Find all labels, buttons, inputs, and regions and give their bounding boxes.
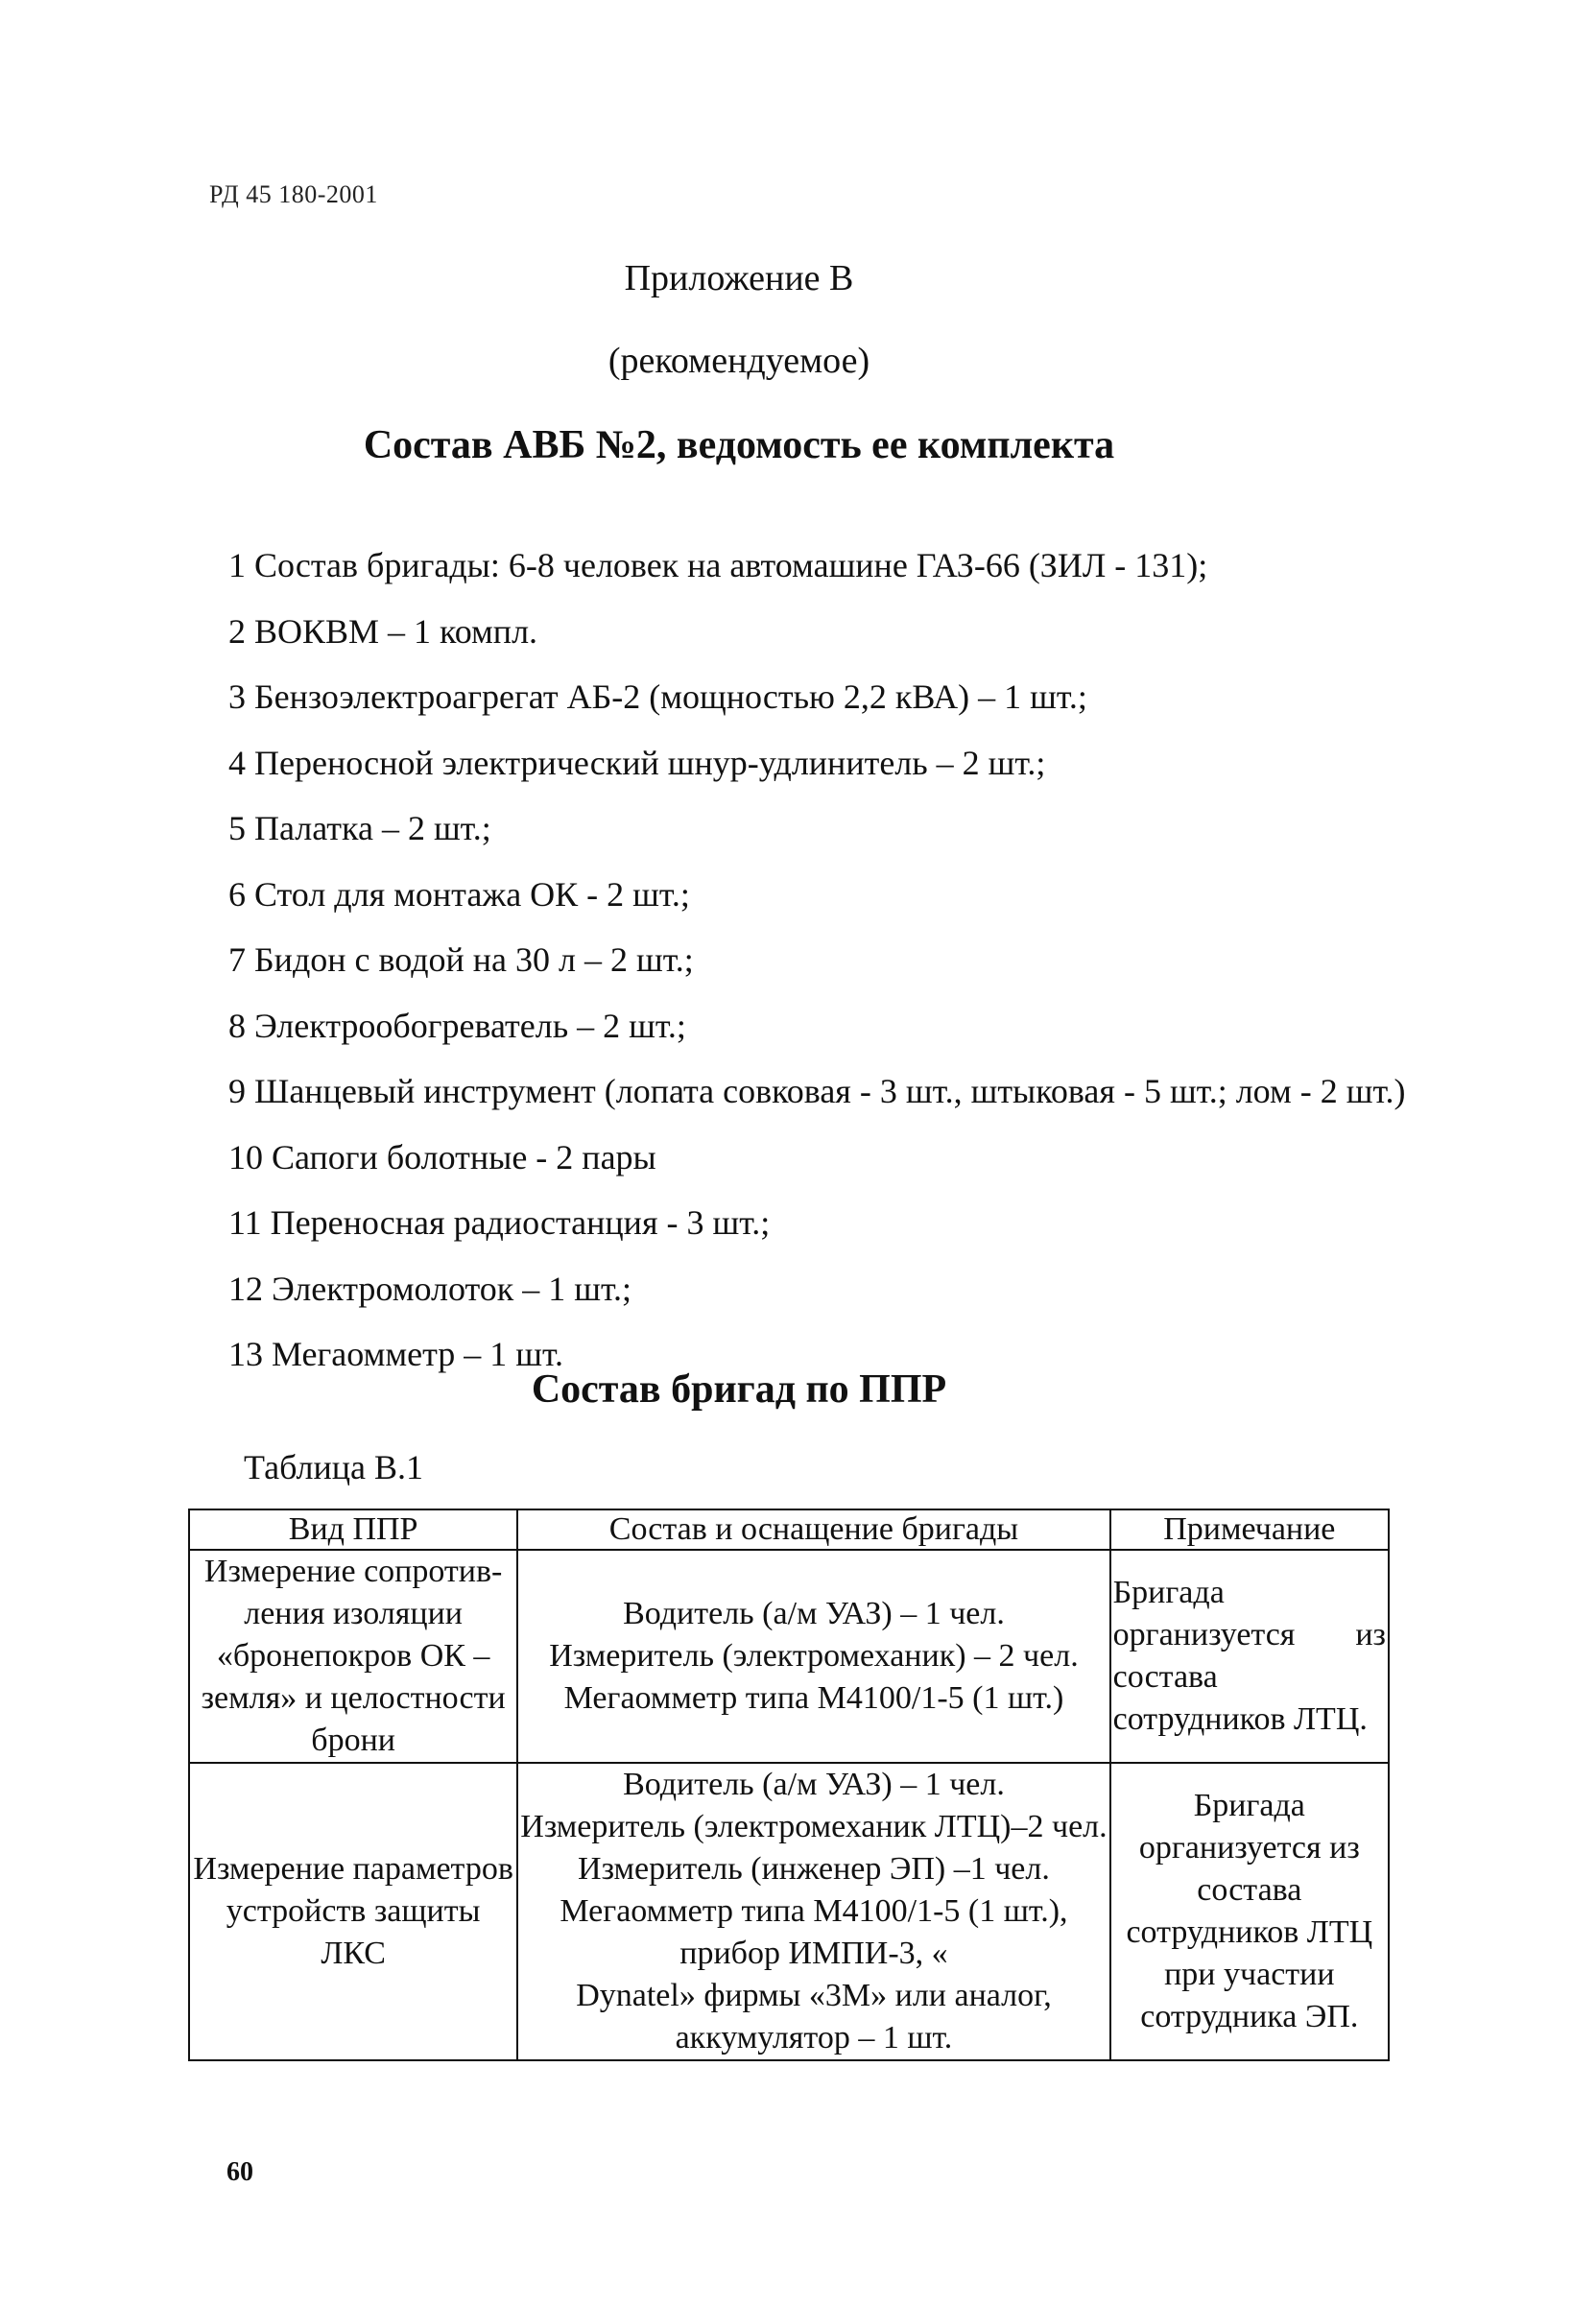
cell-text: сотрудников ЛТЦ	[1126, 1914, 1373, 1950]
cell-text: Мегаомметр типа М4100/1-5 (1 шт.)	[563, 1680, 1064, 1716]
list-item: 13 Мегаомметр – 1 шт.	[228, 1335, 564, 1373]
cell-text: сотрудников ЛТЦ.	[1112, 1701, 1368, 1737]
main-title: Состав АВБ №2, ведомость ее комплекта	[363, 423, 1115, 467]
list-item: 9 Шанцевый инструмент (лопата совковая - 3 шт., штыковая - 5 шт.; лом - 2 шт.)	[228, 1072, 1406, 1110]
cell-text: Мегаомметр типа М4100/1-5 (1 шт.),	[560, 1893, 1068, 1929]
list-item: 12 Электромолоток – 1 шт.;	[228, 1269, 632, 1308]
column-header-note: Примечание	[1110, 1509, 1389, 1550]
cell-text: организуется из	[1138, 1830, 1360, 1865]
section-title: Состав бригад по ППР	[531, 1367, 947, 1412]
cell-text: устройств защиты	[226, 1893, 481, 1929]
page-number: 60	[226, 2157, 253, 2187]
cell-text: Измерение сопротив-	[203, 1554, 503, 1589]
cell-text: Измеритель (инженер ЭП) –1 чел.	[578, 1851, 1050, 1887]
list-item: 1 Состав бригады: 6-8 человек на автомашине ГАЗ-66 (ЗИЛ - 131);	[228, 546, 1208, 584]
list-item: 11 Переносная радиостанция - 3 шт.;	[228, 1203, 771, 1242]
cell-text: сотрудника ЭП.	[1140, 1999, 1359, 2034]
cell-text: Измеритель (электромеханик) – 2 чел.	[549, 1638, 1079, 1674]
list-item: 10 Сапоги болотные - 2 пары	[228, 1137, 656, 1176]
appendix-subtitle: (рекомендуемое)	[607, 341, 870, 381]
cell-text: прибор ИМПИ-3, «	[679, 1936, 948, 1971]
cell-text: ления изоляции	[244, 1596, 464, 1631]
cell-ppr-type	[189, 1763, 517, 2060]
cell-text: Бригада	[1112, 1575, 1225, 1610]
cell-text: ЛКС	[321, 1936, 386, 1971]
list-item: 3 Бензоэлектроагрегат АБ-2 (мощностью 2,2 кВА) – 1 шт.;	[228, 677, 1087, 716]
cell-text: Измерение параметров	[193, 1851, 513, 1887]
cell-note	[1110, 1763, 1389, 2060]
cell-text: состава	[1197, 1872, 1302, 1908]
list-item: 5 Палатка – 2 шт.;	[228, 809, 491, 847]
list-item: 7 Бидон с водой на 30 л – 2 шт.;	[228, 940, 694, 979]
cell-text: Водитель (а/м УАЗ) – 1 чел.	[623, 1767, 1005, 1802]
cell-text: аккумулятор – 1 шт.	[675, 2020, 953, 2055]
cell-text: Водитель (а/м УАЗ) – 1 чел.	[623, 1596, 1005, 1631]
cell-text: организуется	[1112, 1617, 1296, 1652]
cell-text: из	[1355, 1617, 1386, 1652]
cell-text: Dynatel» фирмы «3М» или аналог,	[576, 1978, 1052, 2013]
column-header-composition: Состав и оснащение бригады	[517, 1509, 1109, 1550]
cell-text: «бронепокров ОК –	[216, 1638, 490, 1674]
list-item: 2 ВОКВМ – 1 компл.	[228, 611, 538, 651]
cell-note	[1110, 1550, 1389, 1763]
cell-ppr-type	[189, 1550, 517, 1763]
document-code: РД 45 180-2001	[209, 180, 378, 208]
cell-text: Измеритель (электромеханик ЛТЦ)–2 чел.	[520, 1809, 1108, 1844]
list-item: 4 Переносной электрический шнур-удлинитель – 2 шт.;	[228, 743, 1046, 782]
equipment-list	[228, 543, 1405, 1398]
table-caption: Таблица В.1	[244, 1448, 423, 1486]
appendix-title: Приложение В	[624, 258, 854, 298]
table-header-row	[189, 1509, 1389, 1550]
cell-text: Бригада	[1193, 1788, 1305, 1823]
cell-text: состава	[1112, 1659, 1218, 1695]
cell-composition	[517, 1550, 1109, 1763]
ppr-table	[188, 1509, 1390, 2061]
list-item: 6 Стол для монтажа ОК - 2 шт.;	[228, 874, 690, 914]
cell-text: брони	[311, 1723, 395, 1758]
cell-composition	[517, 1763, 1109, 2060]
cell-text-row	[1113, 1614, 1386, 1656]
table-row	[189, 1550, 1389, 1763]
column-header-type: Вид ППР	[189, 1509, 517, 1550]
table-row	[189, 1763, 1389, 2060]
list-item: 8 Электрообогреватель – 2 шт.;	[228, 1006, 686, 1045]
cell-text: земля» и целостности	[201, 1680, 506, 1716]
cell-text: при участии	[1164, 1957, 1335, 1992]
